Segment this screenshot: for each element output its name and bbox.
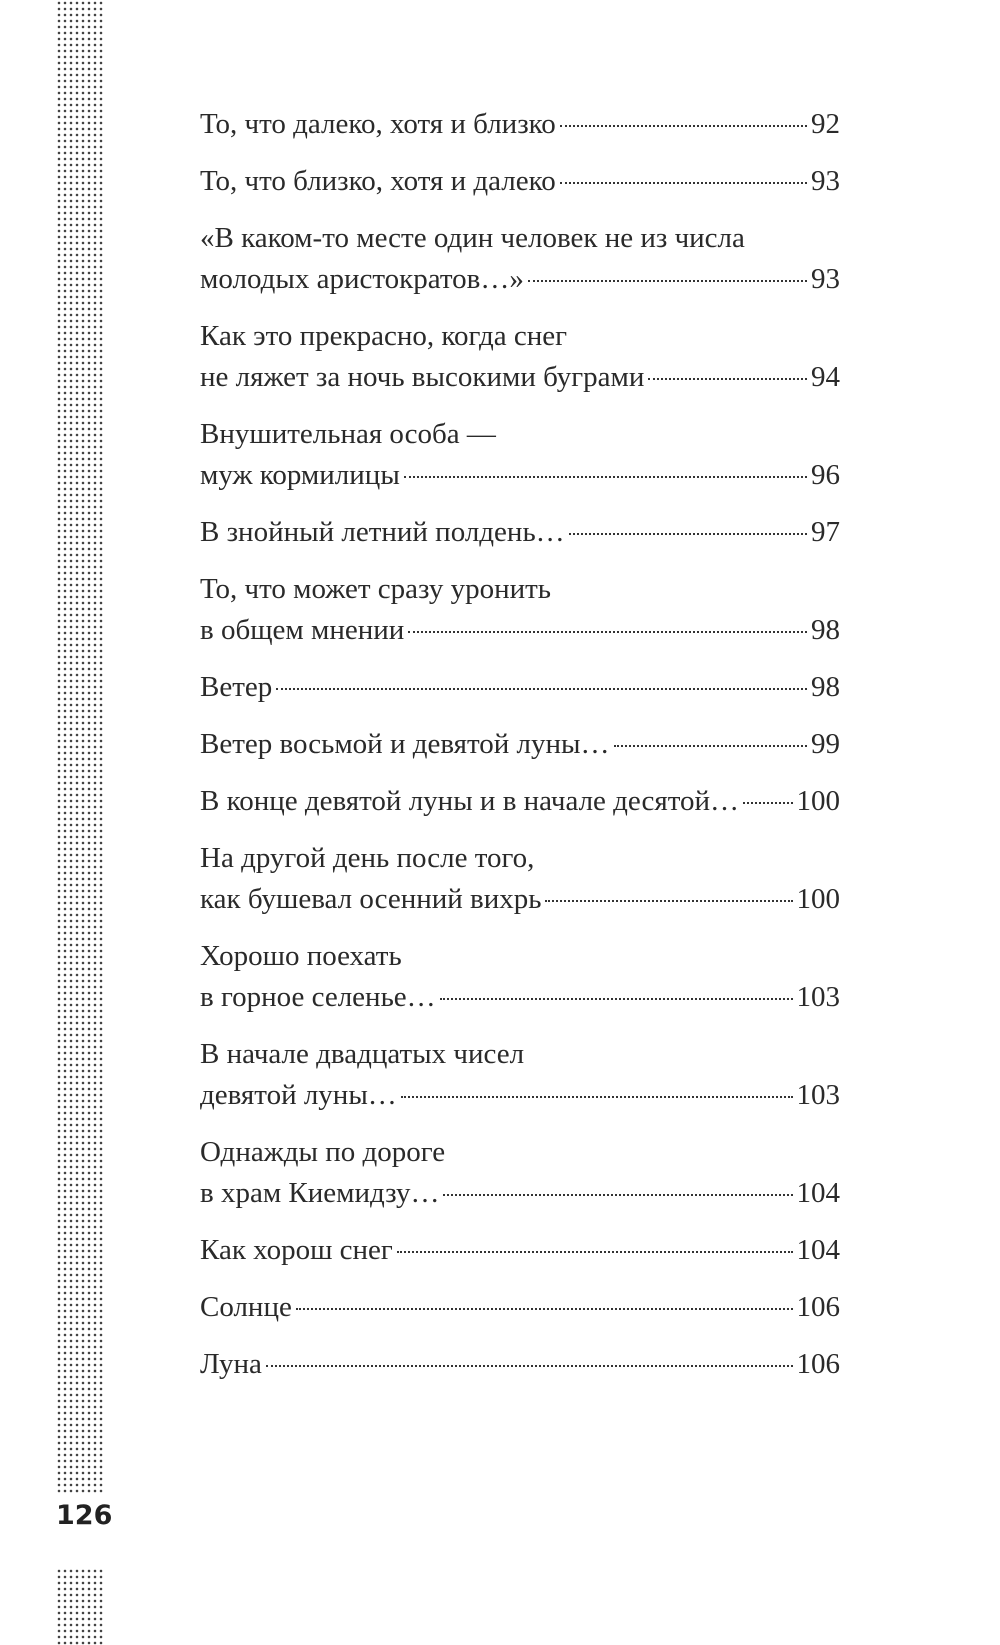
toc-entry-last-line bbox=[200, 455, 840, 496]
toc-entry-title: муж кормилицы bbox=[200, 459, 400, 491]
dot-leader bbox=[569, 533, 807, 535]
toc-entry-title: Солнце bbox=[200, 1291, 292, 1323]
toc-entry-page-number: 103 bbox=[796, 1079, 840, 1111]
table-of-contents bbox=[200, 104, 840, 1401]
dot-leader bbox=[404, 476, 807, 478]
toc-entry bbox=[200, 218, 840, 300]
toc-entry-last-line bbox=[200, 1344, 840, 1385]
toc-entry-title-line: «В каком-то месте один человек не из числа bbox=[200, 222, 745, 254]
dot-leader bbox=[614, 745, 807, 747]
dot-leader bbox=[545, 900, 792, 902]
dot-leader bbox=[408, 631, 807, 633]
page-number: 126 bbox=[56, 1500, 113, 1531]
toc-entry-title: То, что близко, хотя и далеко bbox=[200, 165, 556, 197]
toc-entry-page-number: 98 bbox=[811, 671, 840, 703]
toc-entry bbox=[200, 161, 840, 202]
toc-entry-page-number: 97 bbox=[811, 516, 840, 548]
toc-entry-page-number: 98 bbox=[811, 614, 840, 646]
toc-entry-title-line: Как это прекрасно, когда снег bbox=[200, 320, 568, 352]
toc-entry bbox=[200, 667, 840, 708]
toc-entry bbox=[200, 1287, 840, 1328]
toc-entry-title-line: В начале двадцатых чисел bbox=[200, 1038, 525, 1070]
toc-entry-last-line bbox=[200, 724, 840, 765]
toc-entry-last-line bbox=[200, 781, 840, 822]
toc-entry-last-line bbox=[200, 1075, 840, 1116]
toc-entry-title: В знойный летний полдень… bbox=[200, 516, 565, 548]
dotted-margin-decoration-top bbox=[56, 0, 104, 1495]
toc-entry-title: Как хорош снег bbox=[200, 1234, 393, 1266]
toc-entry-title: Луна bbox=[200, 1348, 262, 1380]
toc-entry bbox=[200, 414, 840, 496]
toc-entry-page-number: 96 bbox=[811, 459, 840, 491]
toc-entry-last-line bbox=[200, 977, 840, 1018]
toc-entry-last-line bbox=[200, 1230, 840, 1271]
toc-entry-title: в общем мнении bbox=[200, 614, 405, 646]
dot-leader bbox=[648, 378, 807, 380]
toc-entry-title-line: То, что может сразу уронить bbox=[200, 573, 552, 605]
toc-entry-last-line bbox=[200, 1173, 840, 1214]
toc-entry-last-line bbox=[200, 667, 840, 708]
toc-entry-title: молодых аристократов…» bbox=[200, 263, 524, 295]
toc-entry-title: в горное селенье… bbox=[200, 981, 436, 1013]
toc-entry-last-line bbox=[200, 259, 840, 300]
toc-entry-title: не ляжет за ночь высокими буграми bbox=[200, 361, 645, 393]
toc-entry-last-line bbox=[200, 357, 840, 398]
toc-entry bbox=[200, 838, 840, 920]
toc-entry bbox=[200, 512, 840, 553]
dot-leader bbox=[397, 1251, 793, 1253]
toc-entry bbox=[200, 1230, 840, 1271]
toc-entry-page-number: 100 bbox=[796, 883, 840, 915]
toc-entry-page-number: 106 bbox=[796, 1291, 840, 1323]
toc-entry bbox=[200, 1344, 840, 1385]
toc-entry-page-number: 99 bbox=[811, 728, 840, 760]
dot-leader bbox=[276, 688, 807, 690]
toc-entry-title: девятой луны… bbox=[200, 1079, 397, 1111]
toc-entry-page-number: 106 bbox=[796, 1348, 840, 1380]
toc-entry-title-line: Хорошо поехать bbox=[200, 940, 402, 972]
toc-entry bbox=[200, 724, 840, 765]
toc-entry-title-line: Внушительная особа — bbox=[200, 418, 496, 450]
dot-leader bbox=[266, 1365, 793, 1367]
toc-entry bbox=[200, 936, 840, 1018]
toc-entry bbox=[200, 1034, 840, 1116]
toc-entry-title: Ветер восьмой и девятой луны… bbox=[200, 728, 610, 760]
dot-leader bbox=[440, 998, 793, 1000]
toc-entry bbox=[200, 569, 840, 651]
toc-entry-title: в храм Киемидзу… bbox=[200, 1177, 440, 1209]
dot-leader bbox=[443, 1194, 792, 1196]
toc-entry-title-line: Однажды по дороге bbox=[200, 1136, 446, 1168]
toc-entry-page-number: 103 bbox=[796, 981, 840, 1013]
dot-leader bbox=[401, 1096, 793, 1098]
toc-entry-page-number: 104 bbox=[796, 1177, 840, 1209]
toc-entry-page-number: 104 bbox=[796, 1234, 840, 1266]
toc-entry-title: как бушевал осенний вихрь bbox=[200, 883, 542, 915]
toc-entry-page-number: 93 bbox=[811, 165, 840, 197]
dot-leader bbox=[528, 280, 807, 282]
toc-entry-last-line bbox=[200, 161, 840, 202]
dotted-margin-decoration-bottom bbox=[56, 1568, 104, 1645]
toc-entry-last-line bbox=[200, 1287, 840, 1328]
dot-leader bbox=[296, 1308, 793, 1310]
toc-entry bbox=[200, 104, 840, 145]
toc-entry-last-line bbox=[200, 610, 840, 651]
toc-entry bbox=[200, 316, 840, 398]
toc-entry-page-number: 94 bbox=[811, 361, 840, 393]
dot-leader bbox=[560, 125, 807, 127]
dot-leader bbox=[743, 802, 792, 804]
toc-entry-title-line: На другой день после того, bbox=[200, 842, 535, 874]
toc-entry bbox=[200, 781, 840, 822]
toc-entry-last-line bbox=[200, 512, 840, 553]
toc-entry-page-number: 100 bbox=[796, 785, 840, 817]
toc-entry-last-line bbox=[200, 879, 840, 920]
toc-entry bbox=[200, 1132, 840, 1214]
toc-entry-title: В конце девятой луны и в начале десятой… bbox=[200, 785, 740, 817]
toc-entry-last-line bbox=[200, 104, 840, 145]
dot-leader bbox=[560, 182, 807, 184]
toc-entry-title: Ветер bbox=[200, 671, 273, 703]
toc-entry-page-number: 92 bbox=[811, 108, 840, 140]
toc-entry-page-number: 93 bbox=[811, 263, 840, 295]
toc-entry-title: То, что далеко, хотя и близко bbox=[200, 108, 556, 140]
